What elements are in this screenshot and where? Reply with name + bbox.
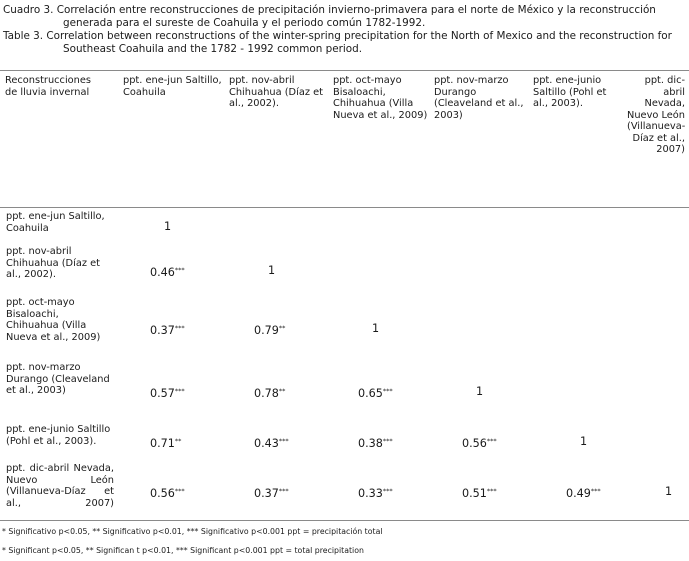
significance-marker: *** (382, 487, 393, 495)
significance-marker: *** (278, 437, 289, 445)
correlation-cell (254, 485, 289, 500)
significance-marker: *** (174, 324, 185, 332)
column-header-2: ppt. nov-abril Chihuahua (Díaz et al., 2002). (229, 75, 323, 109)
correlation-cell (462, 435, 497, 450)
correlation-value: 1 (164, 220, 172, 233)
correlation-cell (580, 435, 587, 448)
significance-marker: *** (382, 437, 393, 445)
row-label-2: ppt. nov-abril Chihuahua (Díaz et al., 2002). (6, 246, 100, 280)
correlation-cell (665, 485, 672, 498)
correlation-cell (476, 385, 483, 398)
correlation-value: 1 (268, 264, 276, 277)
correlation-cell (254, 385, 285, 400)
correlation-value: 1 (580, 435, 588, 448)
correlation-cell (150, 264, 185, 279)
correlation-value: 1 (476, 385, 484, 398)
significance-marker: *** (174, 387, 185, 395)
caption-spanish-line2: generada para el sureste de Coahuila y el periodo común 1782-1992. (63, 17, 426, 29)
correlation-value: 0.57 (150, 387, 175, 400)
caption-english (3, 30, 686, 56)
row-label-6 (6, 463, 114, 509)
correlation-value: 0.46 (150, 266, 175, 279)
significance-marker: *** (174, 487, 185, 495)
correlation-value: 0.78 (254, 387, 279, 400)
row-label-5: ppt. ene-junio Saltillo (Pohl et al., 2003). (6, 424, 111, 447)
significance-marker: *** (278, 487, 289, 495)
table-header-rule (0, 207, 689, 208)
correlation-value: 0.33 (358, 487, 383, 500)
table-bottom-rule (0, 520, 689, 521)
column-header-4: ppt. nov-marzo Durango (Cleaveland et al., 2003) (434, 75, 524, 121)
correlation-value: 1 (372, 322, 380, 335)
correlation-value: 0.37 (254, 487, 279, 500)
significance-marker: *** (174, 266, 185, 274)
column-header-1: ppt. ene-jun Saltillo, Coahuila (123, 75, 222, 98)
correlation-value: 1 (665, 485, 673, 498)
correlation-cell (150, 322, 185, 337)
correlation-cell (150, 485, 185, 500)
correlation-value: 0.79 (254, 324, 279, 337)
row-label-1: ppt. ene-jun Saltillo, Coahuila (6, 211, 105, 234)
correlation-cell (372, 322, 379, 335)
correlation-value: 0.65 (358, 387, 383, 400)
significance-marker: ** (278, 387, 286, 395)
correlation-cell (268, 264, 275, 277)
significance-marker: ** (278, 324, 286, 332)
correlation-cell (150, 385, 185, 400)
row-header-label: Reconstrucciones de lluvia invernal (5, 75, 91, 98)
row-label-4: ppt. nov-marzo Durango (Cleaveland et al., 2003) (6, 362, 110, 396)
caption-spanish (3, 4, 686, 30)
caption-english-line1: Table 3. Correlation between reconstructions of the winter-spring precipitation for the North of Mexico and the reconstruction for (3, 30, 672, 42)
significance-marker: *** (590, 487, 601, 495)
correlation-value: 0.56 (150, 487, 175, 500)
correlation-cell (462, 485, 497, 500)
correlation-value: 0.49 (566, 487, 591, 500)
footnote-english: * Significant p<0.05, ** Significan t p<0.01, *** Significant p<0.001 ppt = total precipitation (2, 546, 364, 555)
correlation-cell (150, 435, 181, 450)
caption-english-line2: Southeast Coahuila and the 1782 - 1992 common period. (63, 43, 363, 55)
column-header-6: ppt. dic-abril Nevada, Nuevo León (Villanueva-Díaz et al., 2007) (627, 75, 686, 155)
row-label-6-text: ppt. dic-abril Nevada, Nuevo León (Villanueva-Díaz et al., 2007) (6, 463, 114, 509)
footnote-spanish: * Significativo p<0.05, ** Significativo p<0.01, *** Significativo p<0.001 ppt = precipitación total (2, 527, 383, 536)
caption-spanish-line1: Cuadro 3. Correlación entre reconstrucciones de precipitación invierno-primavera para el norte de México y la reconstrucción (3, 4, 656, 16)
correlation-cell (358, 485, 393, 500)
correlation-value: 0.51 (462, 487, 487, 500)
column-header-3: ppt. oct-mayo Bisaloachi, Chihuahua (Villa Nueva et al., 2009) (333, 75, 428, 121)
correlation-cell (254, 322, 285, 337)
table-top-rule (0, 70, 689, 71)
column-header-5: ppt. ene-junio Saltillo (Pohl et al., 2003). (533, 75, 607, 109)
significance-marker: ** (174, 437, 182, 445)
correlation-value: 0.71 (150, 437, 175, 450)
correlation-value: 0.56 (462, 437, 487, 450)
row-label-3: ppt. oct-mayo Bisaloachi, Chihuahua (Villa Nueva et al., 2009) (6, 297, 101, 343)
correlation-cell (358, 435, 393, 450)
correlation-cell (358, 385, 393, 400)
correlation-cell (566, 485, 601, 500)
significance-marker: *** (486, 487, 497, 495)
significance-marker: *** (382, 387, 393, 395)
significance-marker: *** (486, 437, 497, 445)
correlation-cell (254, 435, 289, 450)
correlation-cell (164, 220, 171, 233)
correlation-value: 0.38 (358, 437, 383, 450)
correlation-value: 0.43 (254, 437, 279, 450)
correlation-value: 0.37 (150, 324, 175, 337)
